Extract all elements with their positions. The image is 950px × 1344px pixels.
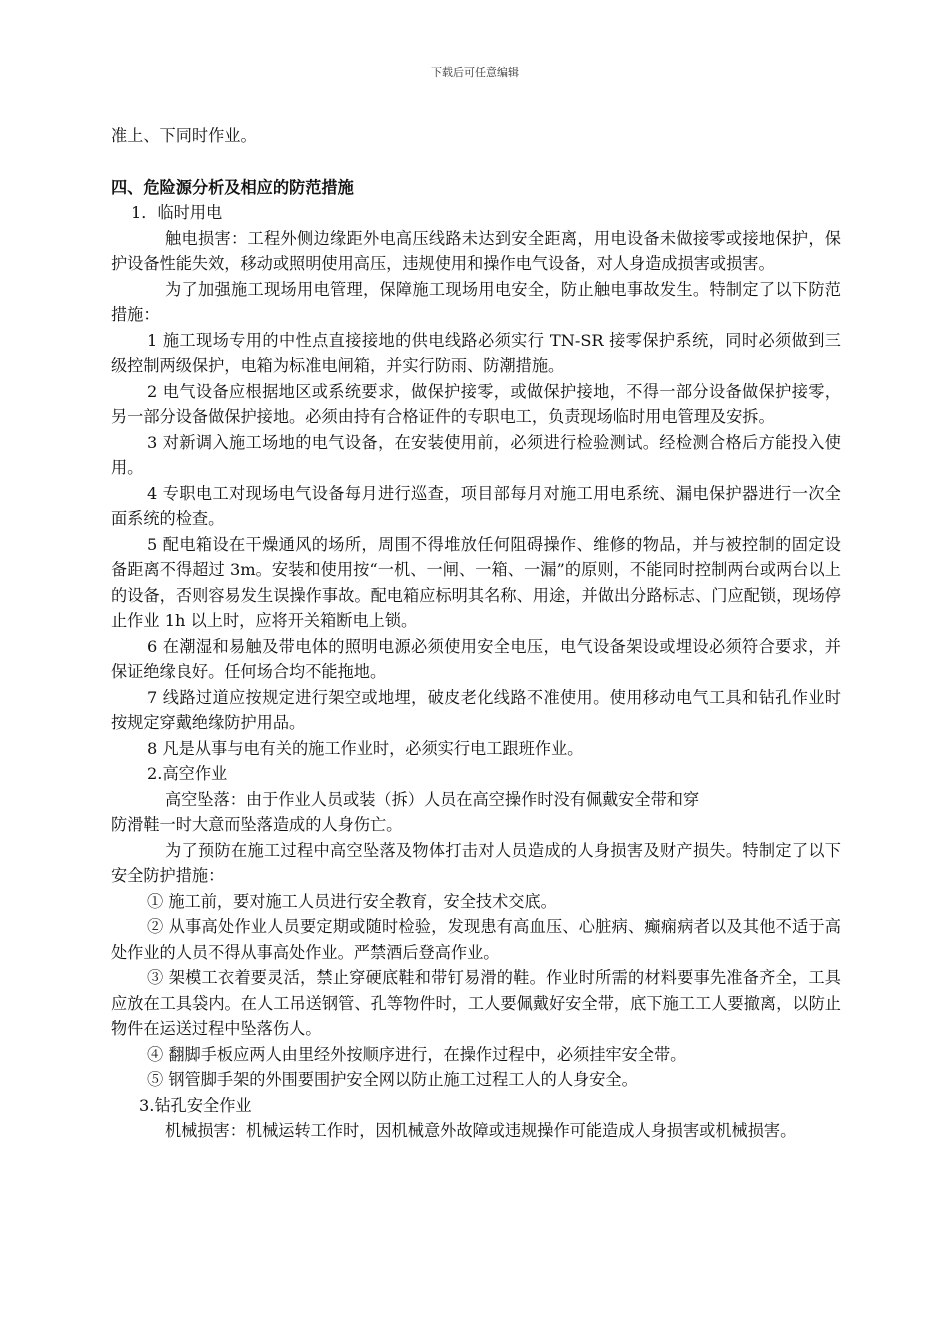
height-item: ⑤ 钢管脚手架的外围要围护安全网以防止施工过程工人的人身安全。: [147, 1070, 638, 1089]
height-item: ② 从事高处作业人员要定期或随时检验，发现患有高血压、心脏病、癫痫病者以及其他不适于高处作业的人员不得从事高处作业。严禁酒后登高作业。: [111, 917, 841, 962]
electricity-item: 6 在潮湿和易触及带电体的照明电源必须使用安全电压，电气设备架设或埋设必须符合要求，并保证绝缘良好。任何场合均不能拖地。: [111, 636, 841, 681]
electricity-hazard: 触电损害：工程外侧边缘距外电高压线路未达到安全距离，用电设备未做接零或接地保护，保护设备性能失效，移动或照明使用高压，违规使用和操作电气设备，对人身造成损害或损害。: [111, 228, 841, 273]
height-hazard-line2: 防滑鞋一时大意而坠落造成的人身伤亡。: [111, 815, 403, 834]
height-item: ③ 架模工衣着要灵活，禁止穿硬底鞋和带钉易滑的鞋。作业时所需的材料要事先准备齐全，工具应放在工具袋内。在人工吊送钢管、孔等物件时，工人要佩戴好安全带，底下施工工人要撤离，以防止物件在运送过程中坠落伤人。: [111, 968, 841, 1038]
electricity-item: 8 凡是从事与电有关的施工作业时，必须实行电工跟班作业。: [147, 738, 584, 758]
subsection-title-electricity: 1．临时用电: [131, 203, 223, 222]
subsection-title-height-work: 2.高空作业: [147, 764, 228, 783]
electricity-item: 1 施工现场专用的中性点直接接地的供电线路必须实行 TN-SR 接零保护系统，同时必须做到三级控制两级保护，电箱为标准电闸箱，并实行防雨、防潮措施。: [111, 330, 841, 375]
document-body: [111, 123, 841, 1144]
drilling-hazard: 机械损害：机械运转工作时，因机械意外故障或违规操作可能造成人身损害或机械损害。: [165, 1121, 797, 1140]
height-intro: 为了预防在施工过程中高空坠落及物体打击对人员造成的人身损害及财产损失。特制定了以下安全防护措施：: [111, 840, 841, 885]
intro-line: 准上、下同时作业。: [111, 126, 257, 145]
electricity-item: 4 专职电工对现场电气设备每月进行巡查，项目部每月对施工用电系统、漏电保护器进行一次全面系统的检查。: [111, 483, 841, 528]
height-item: ① 施工前，要对施工人员进行安全教育，安全技术交底。: [147, 891, 557, 911]
electricity-item: 5 配电箱设在干燥通风的场所，周围不得堆放任何阻碍操作、维修的物品，并与被控制的固定设备距离不得超过 3m。安装和使用按“一机、一闸、一箱、一漏”的原则，不能同时控制两台或两台以上的设备，否则容易发生误操作事故。配电箱应标明其名称、用途，并做出分路标志、门应配锁，现场停止作业 1h 以上时，应将开关箱断电上锁。: [111, 534, 841, 630]
height-hazard-line1: 高空坠落：由于作业人员或装（拆）人员在高空操作时没有佩戴安全带和穿: [165, 789, 700, 809]
height-item: ④ 翻脚手板应两人由里经外按顺序进行，在操作过程中，必须挂牢安全带。: [147, 1044, 687, 1064]
electricity-item: 3 对新调入施工场地的电气设备，在安装使用前，必须进行检验测试。经检测合格后方能投入使用。: [111, 432, 841, 477]
electricity-item: 2 电气设备应根据地区或系统要求，做保护接零，或做保护接地，不得一部分设备做保护接零，另一部分设备做保护接地。必须由持有合格证件的专职电工，负责现场临时用电管理及安拆。: [111, 381, 841, 426]
subsection-title-drilling: 3.钻孔安全作业: [139, 1095, 252, 1115]
electricity-intro: 为了加强施工现场用电管理，保障施工现场用电安全，防止触电事故发生。特制定了以下防范措施：: [111, 279, 841, 324]
section-heading: 四、危险源分析及相应的防范措施: [111, 177, 354, 197]
electricity-item: 7 线路过道应按规定进行架空或地埋，破皮老化线路不准使用。使用移动电气工具和钻孔作业时按规定穿戴绝缘防护用品。: [111, 687, 841, 732]
page-header: 下载后可任意编辑: [431, 66, 519, 79]
